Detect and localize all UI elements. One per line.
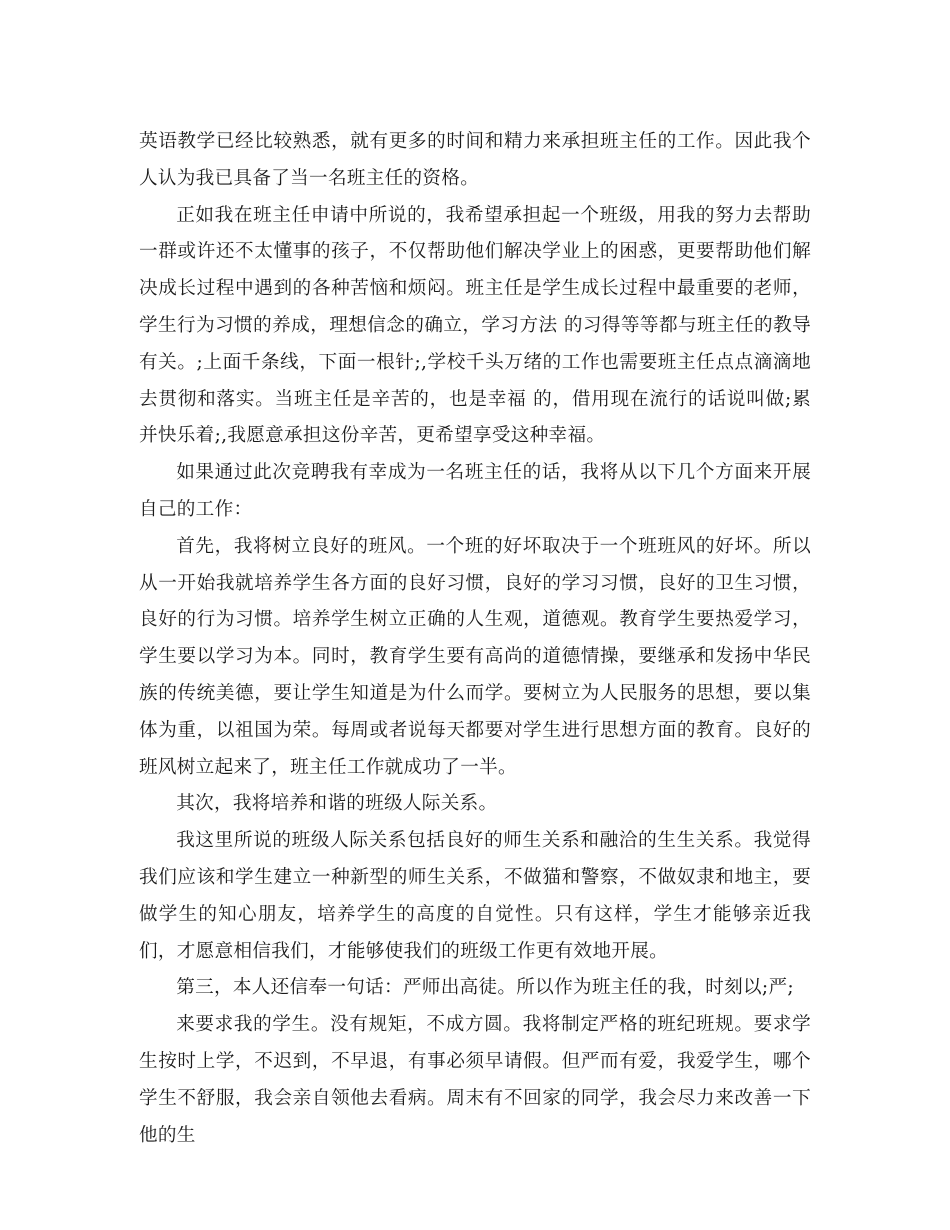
paragraph-7: 第三，本人还信奉一句话：严师出高徒。所以作为班主任的我，时刻以;严; [176, 977, 794, 999]
paragraph-6: 我这里所说的班级人际关系包括良好的师生关系和融洽的生生关系。我觉得我们应该和学生建立一种新型的师生关系，不做猫和警察，不做奴隶和地主，要做学生的知心朋友，培养学生的高度的自觉性。只有这样，学生才能够亲近我们，才愿意相信我们，才能够使我们的班级工作更有效地开展。 [139, 830, 811, 962]
document-body [139, 124, 811, 1154]
paragraph-4: 首先，我将树立良好的班风。一个班的好坏取决于一个班班风的好坏。所以从一开始我就培养学生各方面的良好习惯，良好的学习习惯，良好的卫生习惯，良好的行为习惯。培养学生树立正确的人生观，道德观。教育学生要热爱学习，学生要以学习为本。同时，教育学生要有高尚的道德情操，要继承和发扬中华民族的传统美德，要让学生知道是为什么而学。要树立为人民服务的思想，要以集体为重，以祖国为荣。每周或者说每天都要对学生进行思想方面的教育。良好的班风树立起来了，班主任工作就成功了一半。 [139, 535, 811, 778]
paragraph-1: 英语教学已经比较熟悉，就有更多的时间和精力来承担班主任的工作。因此我个人认为我已具备了当一名班主任的资格。 [139, 131, 811, 189]
paragraph-8: 来要求我的学生。没有规矩，不成方圆。我将制定严格的班纪班规。要求学生按时上学，不迟到，不早退，有事必须早请假。但严而有爱，我爱学生，哪个学生不舒服，我会亲自领他去看病。周末有不回家的同学，我会尽力来改善一下他的生 [139, 1014, 811, 1146]
paragraph-5: 其次，我将培养和谐的班级人际关系。 [176, 793, 498, 815]
paragraph-3: 如果通过此次竞聘我有幸成为一名班主任的话，我将从以下几个方面来开展自己的工作： [139, 462, 811, 520]
paragraph-2: 正如我在班主任申请中所说的，我希望承担起一个班级，用我的努力去帮助一群或许还不太懂事的孩子，不仅帮助他们解决学业上的困惑，更要帮助他们解决成长过程中遇到的各种苦恼和烦闷。班主任是学生成长过程中最重要的老师，学生行为习惯的养成，理想信念的确立，学习方法 的习得等等都与班主任的教导有关。;上面千条线，下面一根针;,学校千头万绪的工作也需要班主任点点滴滴地去贯彻和落实。当班主任是辛苦的，也是幸福 的，借用现在流行的话说叫做;累并快乐着;,我愿意承担这份辛苦，更希望享受这种幸福。 [139, 204, 811, 447]
